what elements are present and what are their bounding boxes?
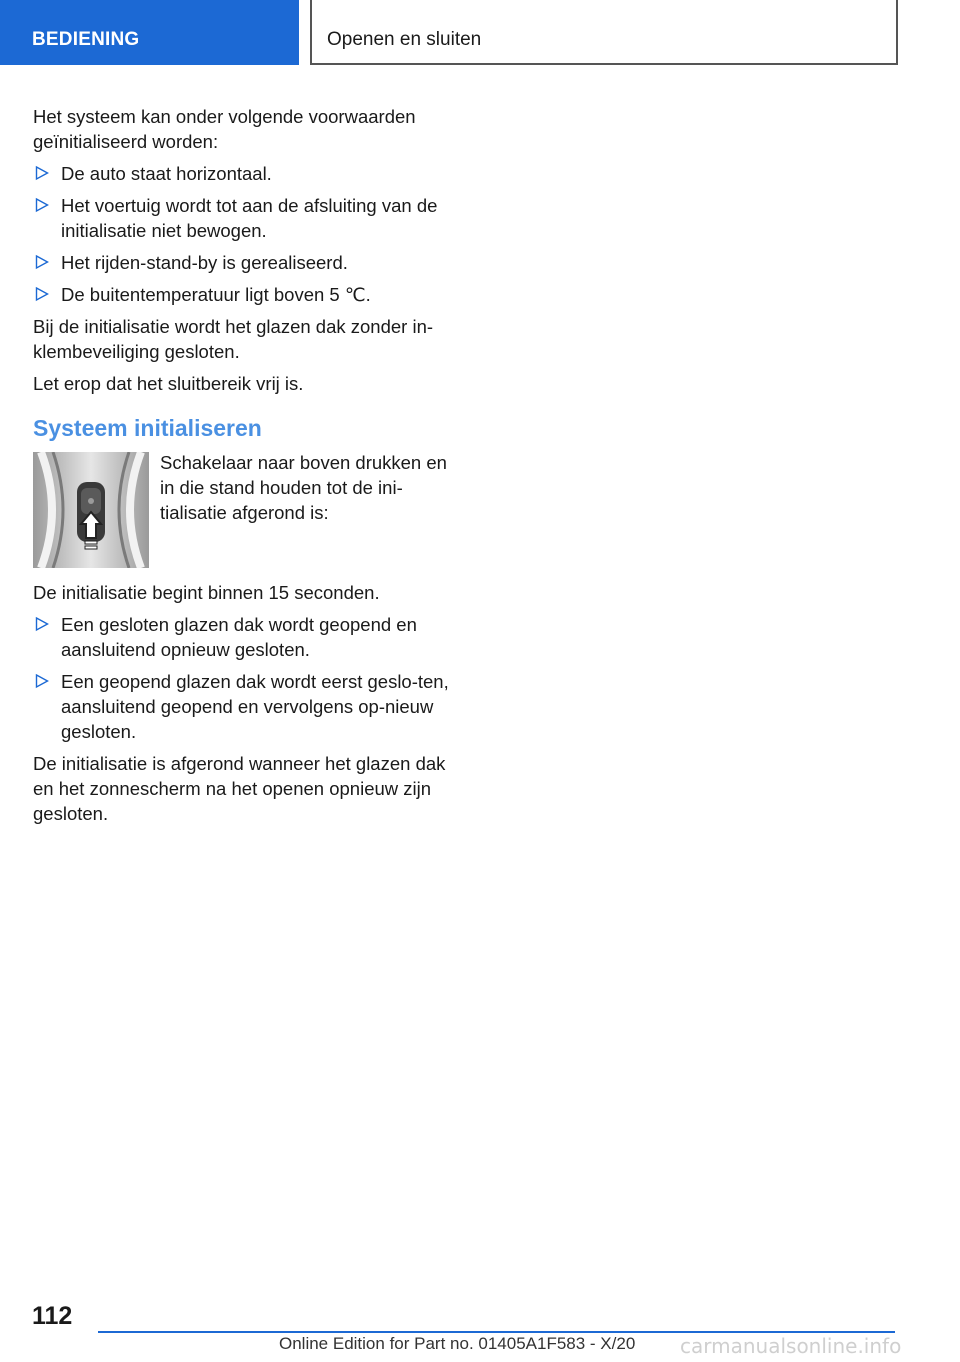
triangle-bullet-icon — [35, 165, 49, 181]
triangle-bullet-icon — [35, 616, 49, 632]
list-item-text: De auto staat horizontaal. — [61, 163, 272, 184]
intro-paragraph: Het systeem kan onder volgende voorwaarden geïnitialiseerd worden: — [33, 106, 416, 152]
list-item-text: Een geopend glazen dak wordt eerst geslo-ten, aansluitend geopend en vervolgens op-nieuw gesloten. — [61, 671, 449, 742]
roof-switch-illustration — [33, 452, 149, 568]
steps-list — [33, 612, 449, 744]
header-section-tab — [0, 0, 299, 65]
list-item-text: Het voertuig wordt tot aan de afsluiting van de initialisatie niet bewogen. — [61, 195, 438, 241]
page-content — [33, 104, 449, 833]
list-item-text: De buitentemperatuur ligt boven 5 ℃. — [61, 284, 371, 305]
edition-footer: Online Edition for Part no. 01405A1F583 - X/20 — [279, 1334, 636, 1353]
section-heading: Systeem initialiseren — [33, 415, 262, 441]
list-item — [33, 282, 449, 307]
roof-switch-icon — [33, 452, 149, 568]
list-item — [33, 612, 449, 662]
conditions-list — [33, 161, 449, 307]
list-item — [33, 250, 449, 275]
note-paragraph: Bij de initialisatie wordt het glazen dak zonder in-klembeveiliging gesloten. — [33, 316, 434, 362]
triangle-bullet-icon — [35, 254, 49, 270]
triangle-bullet-icon — [35, 286, 49, 302]
list-item — [33, 193, 449, 243]
page-number: 112 — [32, 1302, 73, 1330]
list-item-text: Het rijden-stand-by is gerealiseerd. — [61, 252, 348, 273]
list-item-text: Een gesloten glazen dak wordt geopend en aansluitend opnieuw gesloten. — [61, 614, 417, 660]
triangle-bullet-icon — [35, 673, 49, 689]
figure-caption: Schakelaar naar boven drukken en in die stand houden tot de ini-tialisatie afgerond is: — [160, 452, 447, 523]
footer-divider — [98, 1331, 895, 1333]
list-item — [33, 669, 449, 744]
closing-paragraph: De initialisatie is afgerond wanneer het glazen dak en het zonnescherm na het openen opnieuw zijn gesloten. — [33, 753, 446, 824]
section-label: BEDIENING — [32, 29, 140, 50]
header-chapter-box — [310, 0, 898, 65]
watermark: carmanualsonline.info — [680, 1334, 902, 1358]
start-paragraph: De initialisatie begint binnen 15 seconden. — [33, 582, 380, 603]
note-paragraph: Let erop dat het sluitbereik vrij is. — [33, 373, 304, 394]
chapter-label: Openen en sluiten — [327, 29, 482, 50]
triangle-bullet-icon — [35, 197, 49, 213]
figure-row — [33, 450, 449, 568]
list-item — [33, 161, 449, 186]
